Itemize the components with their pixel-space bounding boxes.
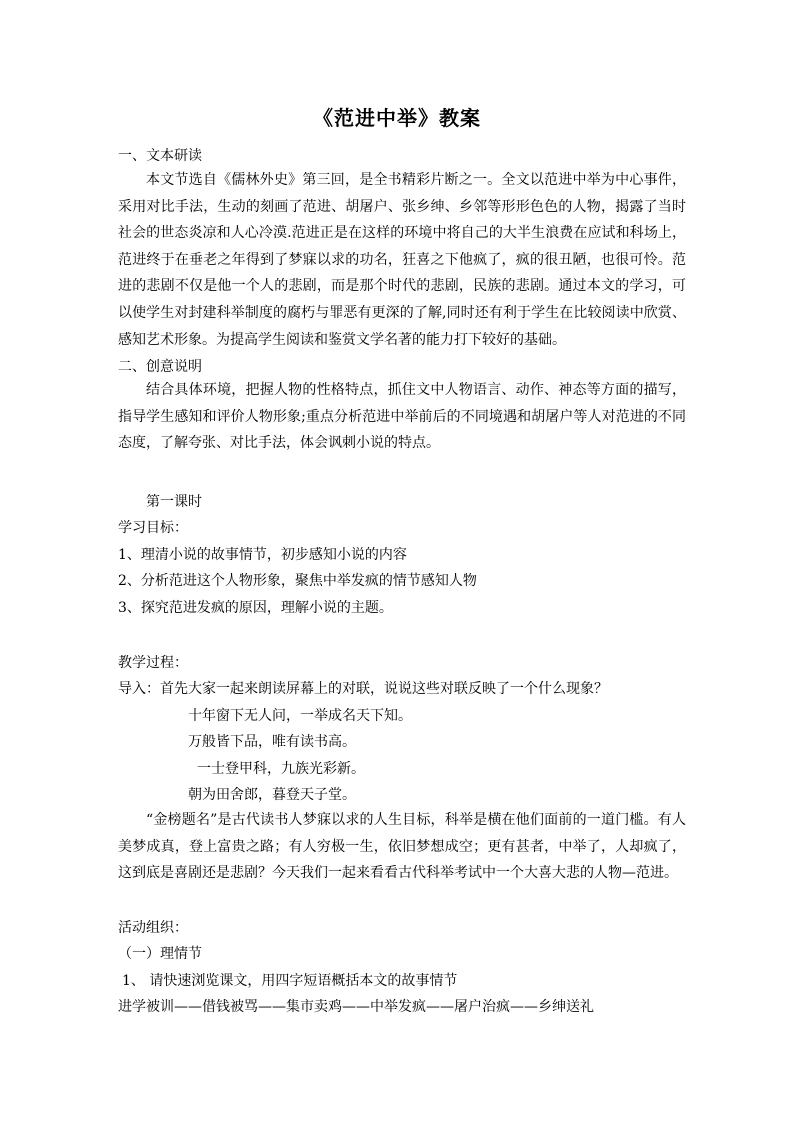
lesson-heading: 第一课时 [146,494,202,510]
couplet-line: 十年窗下无人问，一举成名天下知。 [188,708,412,724]
learning-goal-item: 1、理清小说的故事情节，初步感知小说的内容 [118,547,407,563]
couplet-line: 万般皆下品，唯有读书高。 [188,734,356,750]
paragraph-creative-notes: 结合具体环境，把握人物的性格特点，抓住文中人物语言、动作、神态等方面的描写，指导学生感知和评价人物形象;重点分析范进中举前后的不同境遇和胡屠户等人对范进的不同态度，了解夸张、对比手法，体会讽刺小说的特点。 [118,382,686,452]
couplet-line: 一士登甲科，九族光彩新。 [197,761,365,777]
intro-paragraph: “金榜题名”是古代读书人梦寐以求的人生目标，科举是横在他们面前的一道门槛。有人美梦成真，登上富贵之路；有人穷极一生，依旧梦想成空；更有甚者，中举了，人却疯了，这到底是喜剧还是悲剧？今天我们一起来看看古代科举考试中一个大喜大悲的人物—范进。 [118,812,686,882]
learning-goal-item: 2、分析范进这个人物形象，聚焦中举发疯的情节感知人物 [118,573,477,589]
paragraph-text-study: 本文节选自《儒林外史》第三回，是全书精彩片断之一。全文以范进中举为中心事件，采用对比手法，生动的刻画了范进、胡屠户、张乡绅、乡邻等形形色色的人物，揭露了当时社会的世态炎凉和人心冷漠.范进正是在这样的环境中将自己的大半生浪费在应试和科场上，范进终于在垂老之年得到了梦寐以求的功名，狂喜之下他疯了，疯的很丑陋，也很可怜。范进的悲剧不仅是他一个人的悲剧，而是那个时代的悲剧，民族的悲剧。通过本文的学习，可以使学生对封建科举制度的腐朽与罪恶有更深的了解,同时还有利于学生在比较阅读中欣赏、感知艺术形象。为提高学生阅读和鉴赏文学名著的能力打下较好的基础。 [118,172,686,348]
document-title: 《范进中举》教案 [313,106,481,130]
couplet-line: 朝为田舍郎，暮登天子堂。 [188,787,356,803]
activity-item: 1、 请快速浏览课文，用四字短语概括本文的故事情节 [122,973,458,989]
activity-subheading: （一）理情节 [118,946,202,962]
teaching-process-label: 教学过程： [118,655,188,671]
learning-goals-label: 学习目标： [118,520,188,536]
intro-line: 导入：首先大家一起来朗读屏幕上的对联，说说这些对联反映了一个什么现象？ [118,681,608,697]
plot-summary: 进学被训——借钱被骂——集市卖鸡——中举发疯——屠户治疯——乡绅送礼 [118,999,594,1015]
section-heading-text-study: 一、文本研读 [118,148,202,164]
learning-goal-item: 3、探究范进发疯的原因，理解小说的主题。 [118,600,393,616]
activity-label: 活动组织： [118,920,188,936]
section-heading-creative-notes: 二、创意说明 [118,359,202,375]
